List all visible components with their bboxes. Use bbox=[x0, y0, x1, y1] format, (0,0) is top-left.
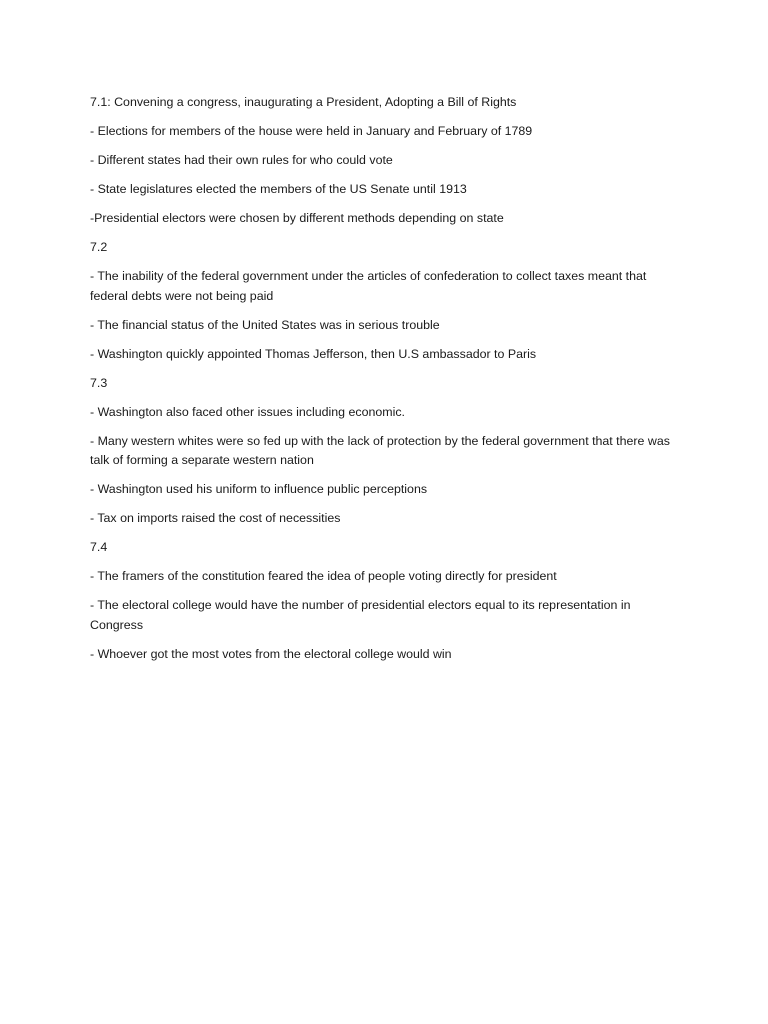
note-item: - Tax on imports raised the cost of necessities bbox=[90, 511, 341, 525]
section-heading-7-3: 7.3 bbox=[90, 375, 108, 390]
note-item: - Washington quickly appointed Thomas Jefferson, then U.S ambassador to Paris bbox=[90, 346, 537, 361]
note-item: -Presidential electors were chosen by different methods depending on state bbox=[90, 211, 504, 225]
note-item: - Whoever got the most votes from the electoral college would win bbox=[90, 646, 452, 661]
note-item: - The electoral college would have the number of presidential electors equal to its representation in Congress bbox=[90, 598, 631, 632]
note-item: - State legislatures elected the members of the US Senate until 1913 bbox=[90, 182, 467, 196]
section-heading-7-2: 7.2 bbox=[90, 240, 108, 254]
section-heading-7-4: 7.4 bbox=[90, 540, 108, 554]
document-body bbox=[90, 93, 680, 674]
note-item: - Elections for members of the house were held in January and February of 1789 bbox=[90, 124, 533, 138]
note-item: - The framers of the constitution feared the idea of people voting directly for president bbox=[90, 569, 557, 583]
note-item: - Many western whites were so fed up with the lack of protection by the federal government that there was talk of forming a separate western nation bbox=[90, 433, 670, 467]
note-item: - Different states had their own rules for who could vote bbox=[90, 153, 393, 167]
section-heading-7-1: 7.1: Convening a congress, inaugurating a President, Adopting a Bill of Rights bbox=[90, 95, 517, 109]
note-item: - Washington also faced other issues including economic. bbox=[90, 404, 405, 419]
note-item: - The inability of the federal government under the articles of confederation to collect taxes meant that federal debts were not being paid bbox=[90, 269, 647, 303]
note-item: - Washington used his uniform to influence public perceptions bbox=[90, 482, 428, 496]
note-item: - The financial status of the United States was in serious trouble bbox=[90, 317, 440, 332]
